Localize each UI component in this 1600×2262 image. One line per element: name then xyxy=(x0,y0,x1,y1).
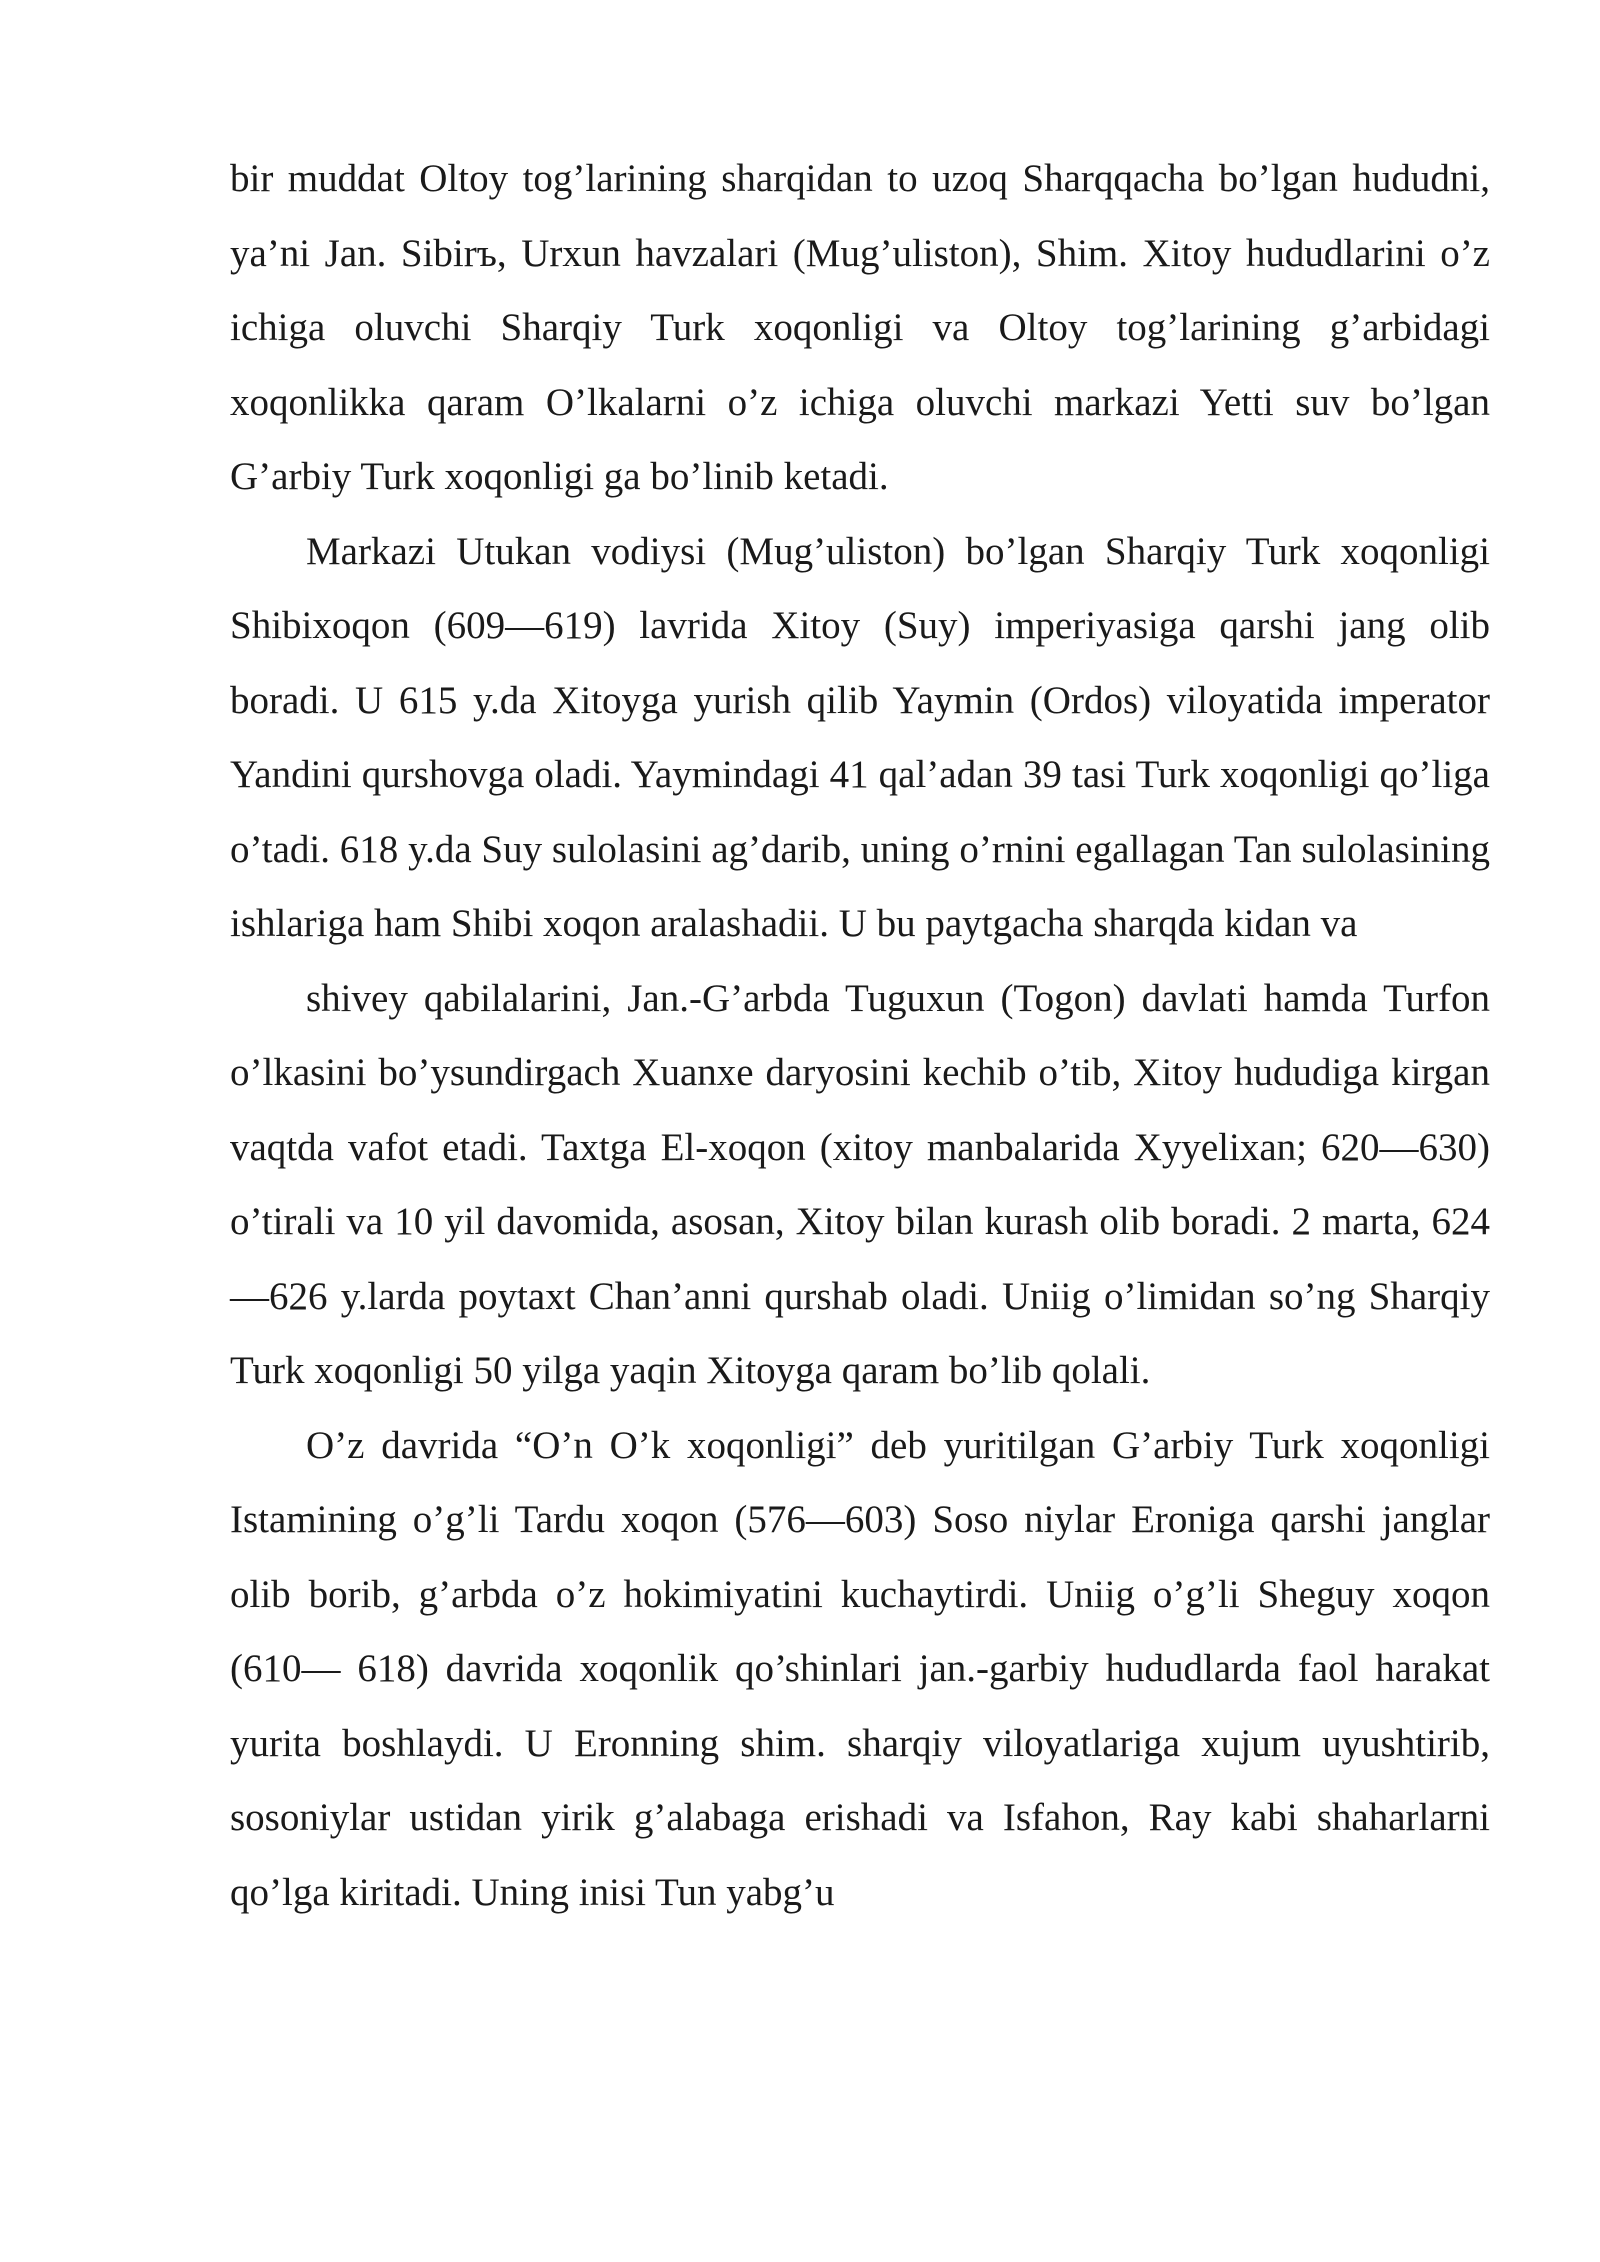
paragraph: shivey qabilalarini, Jan.-G’arbda Tuguxun (Togon) davlati hamda Turfon o’lkasini bo’ysundirgach Xuanxe daryosini kechib o’tib, Xitoy hududiga kirgan vaqtda vafot etadi. Taxtga El-xoqon (xitoy manbalarida Xyyelixan; 620—630) o’tirali va 10 yil davomida, asosan, Xitoy bilan kurash olib boradi. 2 marta, 624—626 y.larda poytaxt Chan’anni qurshab oladi. Uniig o’limidan so’ng Sharqiy Turk xoqonligi 50 yilga yaqin Xitoyga qaram bo’lib qolali. xyxy=(230,976,1490,1392)
paragraph: O’z davrida “O’n O’k xoqonligi” deb yuritilgan G’arbiy Turk xoqonligi Istamining o’g’li Tardu xoqon (576—603) Soso niylar Eroniga qarshi janglar olib borib, g’arbda o’z hokimiyatini kuchaytirdi. Uniig o’g’li Sheguy xoqon (610— 618) davrida xoqonlik qo’shinlari jan.-garbiy hududlarda faol harakat yurita boshlaydi. U Eronning shim. sharqiy viloyatlariga xujum uyushtirib, sosoniylar ustidan yirik g’alabaga erishadi va Isfahon, Ray kabi shaharlarni qo’lga kiritadi. Uning inisi Tun yabg’u xyxy=(230,1423,1490,1914)
paragraph: Markazi Utukan vodiysi (Mug’uliston) bo’lgan Sharqiy Turk xoqonligi Shibixoqon (609—619) lavrida Xitoy (Suy) imperiyasiga qarshi jang olib boradi. U 615 y.da Xitoyga yurish qilib Yaymin (Ordos) viloyatida imperator Yandini qurshovga oladi. Yaymindagi 41 qal’adan 39 tasi Turk xoqonligi qo’liga o’tadi. 618 y.da Suy sulolasini ag’darib, uning o’rnini egallagan Tan sulolasining ishlariga ham Shibi xoqon aralashadii. U bu paytgacha sharqda kidan va xyxy=(230,529,1490,945)
document-page xyxy=(230,142,1490,1930)
paragraph: bir muddat Oltoy tog’larining sharqidan to uzoq Sharqqacha bo’lgan hududni, ya’ni Jan. Sibirъ, Urxun havzalari (Mug’uliston), Shim. Xitoy hududlarini o’z ichiga oluvchi Sharqiy Turk xoqonligi va Oltoy tog’larining g’arbidagi xoqonlikka qaram O’lkalarni o’z ichiga oluvchi markazi Yetti suv bo’lgan G’arbiy Turk xoqonligi ga bo’linib ketadi. xyxy=(230,157,1490,498)
